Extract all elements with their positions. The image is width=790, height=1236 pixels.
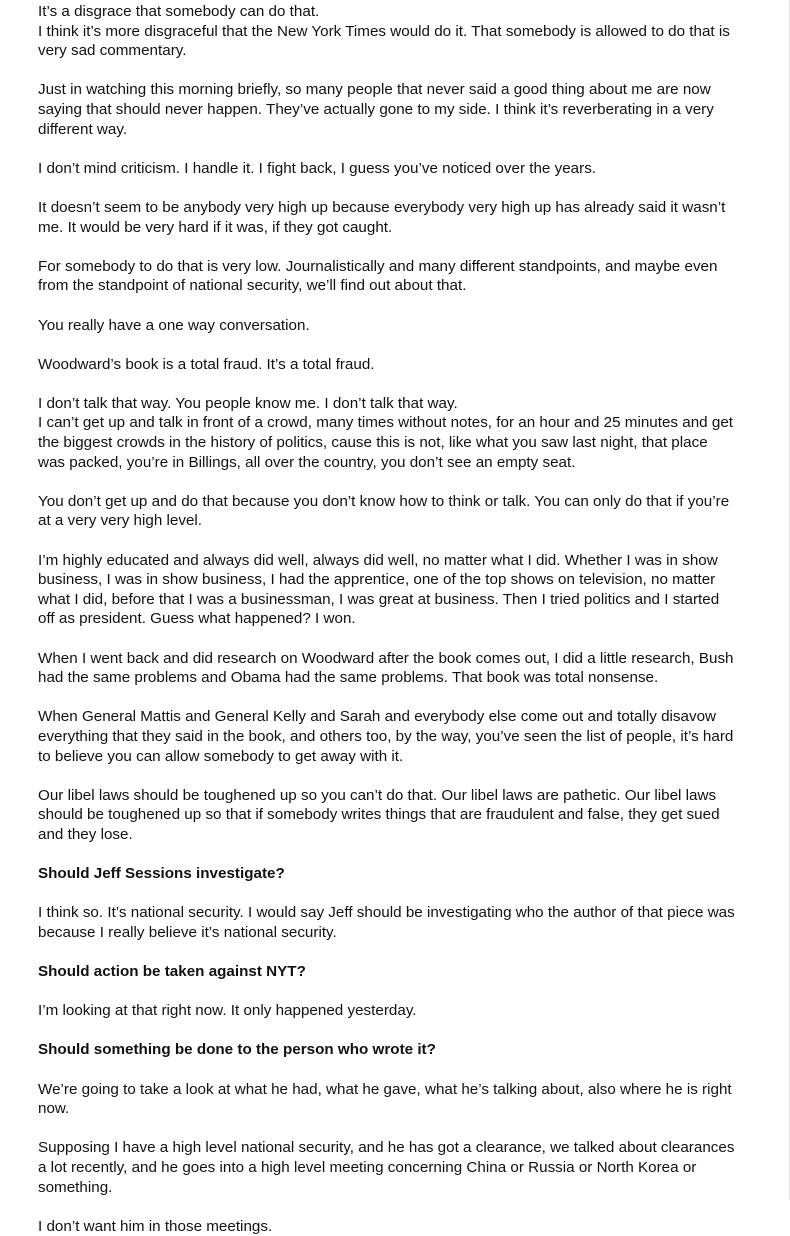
- paragraph: When General Mattis and General Kelly and Sarah and everybody else come out and totally disavow everything that they said in the book, and others too, by the way, you’ve seen the list of people, it’s hard to believe you can allow somebody to get away with it.: [38, 708, 734, 765]
- paragraph: Our libel laws should be toughened up so you can’t do that. Our libel laws are pathetic. Our libel laws should be toughened up so that if somebody writes things that are fraudulent and false, they get sued and they lose.: [38, 786, 720, 843]
- paragraph: I don’t talk that way. You people know me. I don’t talk that way. I can’t get up and talk in front of a crowd, many times without notes, for an hour and 25 minutes and get the biggest crowds in the history of politics, cause this is not, like what you saw last night, that place was packed, you’re in Billings, all over the country, you don’t see an empty seat.: [38, 394, 734, 471]
- paragraph: I think so. It’s national security. I would say Jeff should be investigating who the author of that piece was because I really believe it’s national security.: [38, 904, 735, 941]
- paragraph: We’re going to take a look at what he had, what he gave, what he’s talking about, also where he is right now.: [38, 1080, 732, 1118]
- question-heading: Should Jeff Sessions investigate?: [38, 865, 285, 883]
- paragraph: You really have a one way conversation.: [38, 316, 310, 334]
- paragraph: When I went back and did research on Woodward after the book comes out, I did a little research, Bush had the same problems and Obama had the same problems. That book was total nonsense.: [38, 649, 734, 687]
- paragraph: I don’t want him in those meetings.: [38, 1217, 273, 1235]
- paragraph: Supposing I have a high level national security, and he has got a clearance, we talked about clearances a lot recently, and he goes into a high level meeting concerning China or Russia or North Korea or something.: [38, 1139, 735, 1196]
- question-heading: Should something be done to the person who wrote it?: [38, 1041, 436, 1059]
- paragraph: It doesn’t seem to be anybody very high up because everybody very high up has already said it wasn’t me. It would be very hard if it was, if they got caught.: [38, 198, 726, 236]
- paragraph: I don’t mind criticism. I handle it. I fight back, I guess you’ve noticed over the years.: [38, 159, 597, 177]
- paragraph: For somebody to do that is very low. Journalistically and many different standpoints, and maybe even from the standpoint of national security, we’ll find out about that.: [38, 257, 718, 295]
- paragraph: I’m highly educated and always did well, always did well, no matter what I did. Whether I was in show business, I was in show business, I had the apprentice, one of the top shows on television, no matter what I did, before that I was a businessman, I was great at business. Then I tried politics and I started off as president. Guess what happened? I won.: [38, 551, 720, 628]
- question-heading: Should action be taken against NYT?: [38, 963, 306, 981]
- paragraph: It’s a disgrace that somebody can do that. I think it’s more disgraceful that the New York Times would do it. That somebody is allowed to do that is very sad commentary.: [38, 3, 730, 60]
- document-body: [38, 2, 738, 1236]
- paragraph: Woodward’s book is a total fraud. It’s a total fraud.: [38, 355, 375, 373]
- paragraph: Just in watching this morning briefly, so many people that never said a good thing about me are now saying that should never happen. They’ve actually gone to my side. I think it’s reverberating in a very different way.: [38, 81, 714, 138]
- paragraph: I’m looking at that right now. It only happened yesterday.: [38, 1002, 417, 1020]
- paragraph: You don’t get up and do that because you don’t know how to think or talk. You can only do that if you’re at a very very high level.: [38, 492, 730, 530]
